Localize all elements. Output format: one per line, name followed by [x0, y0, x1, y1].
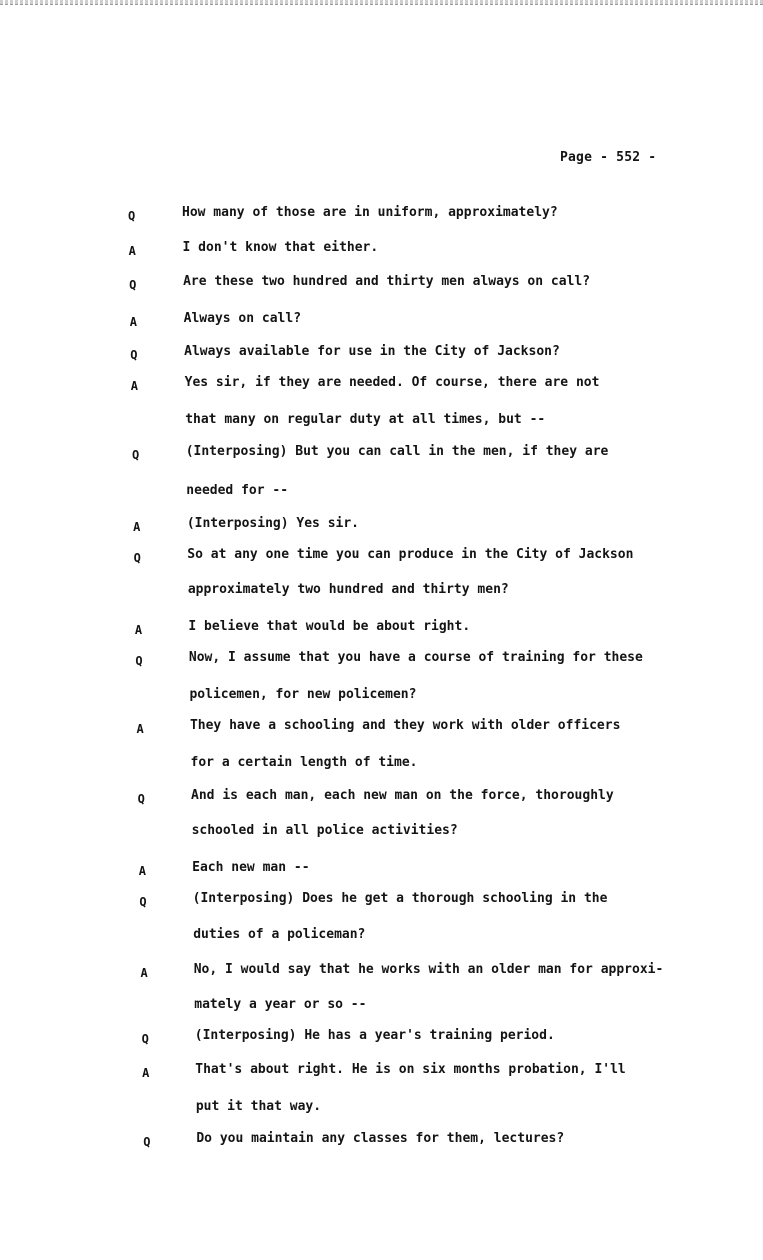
- transcript-line: They have a schooling and they work with older officers: [189, 718, 621, 733]
- speaker-a-label: A: [130, 379, 139, 393]
- transcript-line: And is each man, each new man on the force, thoroughly: [191, 788, 614, 803]
- transcript-line: No, I would say that he works with an older man for approxi-: [193, 962, 664, 977]
- transcript-line: Are these two hundred and thirty men always on call?: [183, 274, 591, 289]
- transcript-line: (Interposing) Does he get a thorough schooling in the: [192, 891, 608, 906]
- transcript-line: Yes sir, if they are needed. Of course, there are not: [184, 375, 600, 390]
- transcript-line: Now, I assume that you have a course of training for these: [188, 650, 643, 665]
- transcript-line: put it that way.: [195, 1099, 322, 1114]
- speaker-a-label: A: [128, 244, 136, 258]
- speaker-q-label: Q: [137, 792, 145, 806]
- transcript-line: That's about right. He is on six months probation, I'll: [195, 1062, 626, 1077]
- transcript-line: schooled in all police activities?: [191, 823, 458, 838]
- page-number: Page - 552 -: [560, 150, 657, 165]
- transcript-line: mately a year or so --: [194, 997, 367, 1012]
- transcript-line: Do you maintain any classes for them, lectures?: [196, 1131, 565, 1146]
- speaker-q-label: Q: [128, 209, 136, 223]
- speaker-q-label: Q: [139, 895, 147, 909]
- speaker-q-label: Q: [131, 448, 140, 462]
- transcript-line: Each new man --: [192, 860, 310, 875]
- speaker-a-label: A: [136, 722, 144, 736]
- speaker-q-label: Q: [141, 1032, 149, 1046]
- transcript-line: (Interposing) He has a year's training period.: [194, 1028, 555, 1043]
- transcript-line: approximately two hundred and thirty men?: [187, 582, 509, 597]
- transcript-line: I don't know that either.: [182, 240, 379, 255]
- transcript-line: I believe that would be about right.: [188, 619, 471, 634]
- transcript-line: (Interposing) But you can call in the men, if they are: [185, 444, 609, 459]
- transcript-line: for a certain length of time.: [190, 755, 418, 770]
- speaker-a-label: A: [134, 623, 143, 637]
- speaker-q-label: Q: [130, 348, 138, 362]
- speaker-q-label: Q: [143, 1135, 151, 1149]
- transcript-line: (Interposing) Yes sir.: [186, 516, 359, 531]
- transcript-line: Always available for use in the City of Jackson?: [184, 344, 560, 359]
- transcript-line: How many of those are in uniform, approximately?: [182, 205, 558, 220]
- speaker-a-label: A: [138, 864, 147, 878]
- transcript-line: needed for --: [186, 483, 289, 498]
- speaker-q-label: Q: [135, 654, 143, 668]
- transcript-line: that many on regular duty at all times, but --: [185, 412, 546, 427]
- transcript-line: So at any one time you can produce in the City of Jackson: [187, 547, 634, 562]
- transcript-line: policemen, for new policemen?: [189, 687, 417, 702]
- speaker-q-label: Q: [129, 278, 137, 292]
- transcript-line: duties of a policeman?: [193, 927, 366, 942]
- transcript-line: Always on call?: [183, 311, 302, 326]
- speaker-a-label: A: [140, 966, 148, 980]
- speaker-q-label: Q: [133, 551, 141, 565]
- speaker-a-label: A: [129, 315, 137, 329]
- speaker-a-label: A: [133, 520, 141, 534]
- speaker-a-label: A: [142, 1066, 150, 1080]
